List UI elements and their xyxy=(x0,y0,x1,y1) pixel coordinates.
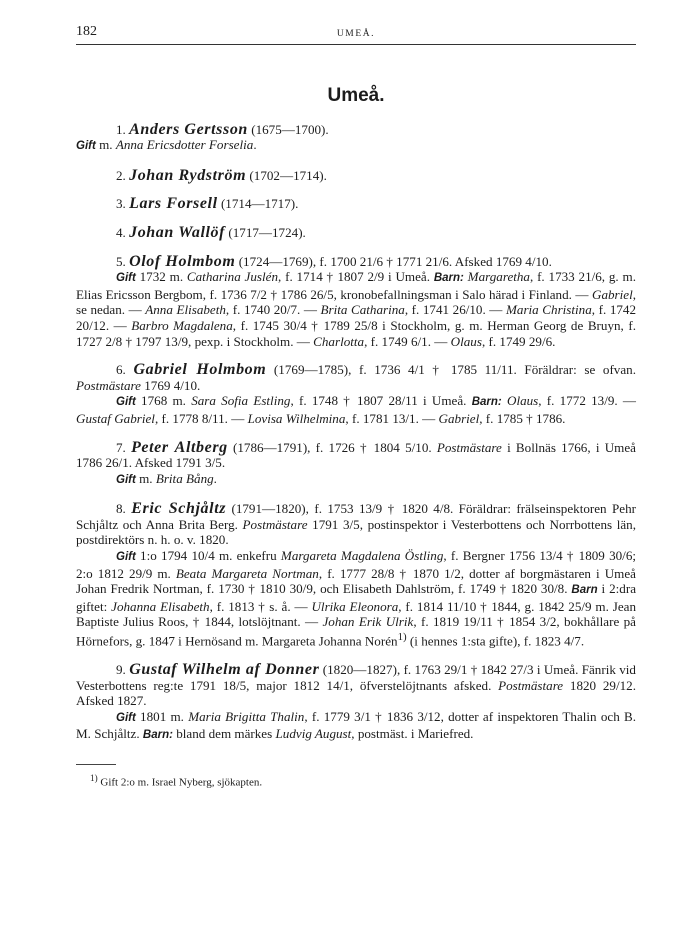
header-rule xyxy=(76,44,636,45)
text-run: Margaretha xyxy=(467,269,530,285)
paragraph xyxy=(76,168,636,184)
document-page xyxy=(76,20,636,791)
page-title: Umeå. xyxy=(327,85,385,106)
paragraph xyxy=(76,393,636,426)
text-run: Brita Catharina xyxy=(320,302,405,318)
entry-4 xyxy=(76,225,636,241)
text-run: , f. 1814 11/10 † 1844, g. 1842 25/9 m. Jean Baptiste Julius Roos, † 1844, lotslöjtnant. — xyxy=(76,598,637,630)
text-run: , f. 1748 † 1807 28/11 i Umeå. xyxy=(290,393,472,409)
text-run: Anna Elisabeth xyxy=(145,302,226,318)
paragraph xyxy=(76,269,636,349)
text-run: , f. 1813 † s. å. — xyxy=(209,598,312,614)
text-run: , f. 1819 19/11 † 1854 3/2, bokhållare på Hörnefors, g. 1847 i Hernösand m. Margareta Johanna Norén xyxy=(76,614,636,649)
entry-name: Lars Forsell xyxy=(129,195,218,213)
text-run: , f. 1749 6/1. — xyxy=(364,333,451,349)
text-run: Maria Brigitta Thalin xyxy=(188,708,305,724)
paragraph xyxy=(76,122,636,138)
text-run: (1675—1700). xyxy=(251,121,329,137)
text-run: Olaus xyxy=(506,393,539,409)
text-run: , postmäst. i Mariefred. xyxy=(351,726,474,742)
text-run: Barbro Magdalena xyxy=(131,317,233,333)
paragraph xyxy=(76,662,636,709)
entry-name: Peter Altberg xyxy=(131,438,228,456)
text-run: 1:o 1794 10/4 m. enkefru xyxy=(135,548,281,564)
text-run: i Bollnäs 1766, i Umeå 1786 26/1. Afsked 1791 3/5. xyxy=(76,439,636,471)
text-run: , f. 1714 † 1807 2/9 i Umeå. xyxy=(278,269,434,285)
paragraph xyxy=(76,196,636,212)
text-run: , f. 1779 3/1 † 1836 3/12, dotter af inspektoren Thalin och B. M. Schjåltz. xyxy=(76,708,636,742)
barn-label: Barn: xyxy=(471,396,502,409)
entry-5 xyxy=(76,254,636,350)
text-run: , f. 1740 20/7. — xyxy=(225,302,321,318)
page-header xyxy=(76,20,636,42)
entry-name: Johan Wallöf xyxy=(129,223,226,241)
text-run: 1801 m. xyxy=(135,708,189,724)
text-run: 8. xyxy=(116,501,126,517)
text-run: (i hennes 1:sta gifte), f. 1823 4/7. xyxy=(406,633,585,649)
entry-name: Johan Rydström xyxy=(129,166,247,184)
text-run: 1820 29/12. Afsked 1827. xyxy=(76,677,636,709)
text-run: Beata Margareta Nortman xyxy=(175,565,319,581)
gift-label: Gift xyxy=(76,140,96,153)
text-run: Catharina Juslén xyxy=(186,269,279,285)
paragraph xyxy=(76,225,636,241)
entry-3 xyxy=(76,196,636,212)
entry-2 xyxy=(76,168,636,184)
entry-6 xyxy=(76,362,636,426)
entry-name: Anders Gertsson xyxy=(129,120,248,138)
text-run: bland dem märkes xyxy=(172,726,276,742)
text-run: , f. 1741 26/10. — xyxy=(404,302,506,318)
text-run: (1717—1724). xyxy=(228,224,306,240)
text-run: Johan Erik Ulrik xyxy=(322,614,414,630)
text-run: , se nedan. — xyxy=(76,286,636,318)
page-number: 182 xyxy=(76,24,97,39)
barn-label: Barn: xyxy=(433,272,464,285)
text-run: Olaus xyxy=(450,333,482,349)
running-title: UMEÅ. xyxy=(336,29,376,39)
entry-9 xyxy=(76,662,636,744)
entry-name: Eric Schjåltz xyxy=(131,500,227,518)
text-run: , f. 1785 † 1786. xyxy=(479,410,566,426)
text-run: 9. xyxy=(116,661,126,677)
text-run: Maria Christina xyxy=(505,302,592,318)
text-run: Postmästare xyxy=(498,677,564,693)
text-run: Johanna Elisabeth xyxy=(111,598,210,614)
text-run: , f. 1777 28/8 † 1870 1/2, dotter af borgmästaren i Umeå Johan Fredrik Nortman, f. 1730 † 1810 30/9, och Elisabeth Dahlström, f. 1749 † 1820 30/8. xyxy=(76,565,636,597)
text-run: (1769—1785), f. 1736 4/1 † 1785 11/11. Föräldrar: se ofvan. xyxy=(266,362,636,378)
text-run: . xyxy=(253,137,257,153)
text-run: 3. xyxy=(116,196,126,212)
text-run: Gabriel xyxy=(591,286,633,302)
text-run: 7. xyxy=(116,439,126,455)
text-run: , f. 1742 20/12. — xyxy=(76,302,637,333)
text-run: 1732 m. xyxy=(135,269,187,285)
text-run: (1786—1791), f. 1726 † 1804 5/10. xyxy=(227,439,437,455)
text-run: , f. Bergner 1756 13/4 † 1809 30/6; 2:o 1812 29/9 m. xyxy=(76,548,637,581)
barn-label: Barn xyxy=(571,584,598,597)
gift-label: Gift xyxy=(116,551,136,564)
text-run: 2. xyxy=(116,167,126,183)
text-run: Lovisa Wilhelmina xyxy=(247,410,346,426)
text-run: Anna Ericsdotter Forselia xyxy=(115,137,254,153)
text-run: (1702—1714). xyxy=(249,167,327,183)
text-run: Margareta Magdalena Östling xyxy=(280,548,444,564)
entry-8 xyxy=(76,501,636,649)
text-run: (1724—1769), f. 1700 21/6 † 1771 21/6. Afsked 1769 4/10. xyxy=(235,253,552,269)
text-run: Postmästare xyxy=(76,377,141,393)
text-run: (1791—1820), f. 1753 13/9 † 1820 4/8. Föräldrar: frälseinspektoren Pehr Schjåltz och Anna Brita Berg. xyxy=(76,501,636,532)
text-run: Charlotta xyxy=(313,333,365,349)
barn-label: Barn: xyxy=(142,729,173,742)
text-run: Ulrika Eleonora xyxy=(311,598,399,614)
text-run: 5. xyxy=(116,253,126,269)
paragraph xyxy=(76,548,636,649)
text-run: , f. 1772 13/9. — xyxy=(538,393,636,409)
paragraph xyxy=(76,362,636,393)
footnote xyxy=(76,771,636,791)
paragraph xyxy=(76,501,636,548)
paragraph xyxy=(76,254,636,270)
text-run: 1769 4/10. xyxy=(140,377,201,393)
text-run: Gustaf Gabriel xyxy=(76,410,155,426)
text-run: Gift 2:o m. Israel Nyberg, sjökapten. xyxy=(97,776,263,789)
text-run: , f. 1745 30/4 † 1789 25/8 i Stockholm, g. m. Herman Georg de Bruyn, f. 1727 2/8 † 1797 13/9, pexp. i Stockholm. — xyxy=(76,317,636,349)
text-run: . xyxy=(213,470,217,486)
text-run: , f. 1733 21/6, g. m. Elias Ericsson Bergbom, f. 1736 7/2 † 1786 26/5, kronobefallningsman i Salo härad i Finland. — xyxy=(76,269,636,302)
gift-label: Gift xyxy=(116,272,136,285)
text-run: , f. 1749 29/6. xyxy=(481,333,556,349)
text-run: Brita Bång xyxy=(155,470,214,486)
paragraph xyxy=(76,709,636,744)
gift-label: Gift xyxy=(116,396,136,409)
entry-name: Olof Holmbom xyxy=(129,252,236,270)
text-run: m. xyxy=(95,137,116,153)
footnote-mark: 1) xyxy=(90,772,98,783)
text-run: Postmästare xyxy=(242,516,308,532)
paragraph xyxy=(76,471,636,489)
text-run: 1. xyxy=(116,121,126,137)
text-run: , f. 1781 13/1. — xyxy=(345,410,439,426)
gift-label: Gift xyxy=(116,711,136,724)
gift-label: Gift xyxy=(116,473,136,486)
entry-1 xyxy=(76,122,636,155)
text-run: 6. xyxy=(116,362,126,378)
text-run: Sara Sofia Estling xyxy=(191,393,291,409)
text-run: m. xyxy=(135,470,156,486)
entry-name: Gustaf Wilhelm af Donner xyxy=(129,660,320,678)
text-run: Postmästare xyxy=(436,439,502,455)
text-run: 1791 3/5, postinspektor i Vesterbottens och Norrbottens län, postdirektörs n. h. o. v. 1820. xyxy=(76,516,636,548)
text-run: (1820—1827), f. 1763 29/1 † 1842 27/3 i Umeå. Fänrik vid Vesterbottens reg:te 1791 18/5, major 1812 14/1, öfverstelöjtnants afsked. xyxy=(76,661,636,693)
text-run: Gabriel xyxy=(438,410,480,426)
entry-7 xyxy=(76,440,636,489)
footnote-rule xyxy=(76,764,116,765)
paragraph xyxy=(76,137,636,155)
text-run: 4. xyxy=(116,224,126,240)
paragraph xyxy=(76,440,636,471)
text-run: (1714—1717). xyxy=(220,196,299,212)
text-run: , f. 1778 8/11. — xyxy=(154,410,248,426)
text-run: Ludvig August xyxy=(275,726,352,742)
footnote-ref: 1) xyxy=(397,631,407,644)
text-run: i 2:dra giftet: xyxy=(76,581,636,614)
text-run: 1768 m. xyxy=(135,393,192,409)
entry-name: Gabriel Holmbom xyxy=(133,361,267,379)
